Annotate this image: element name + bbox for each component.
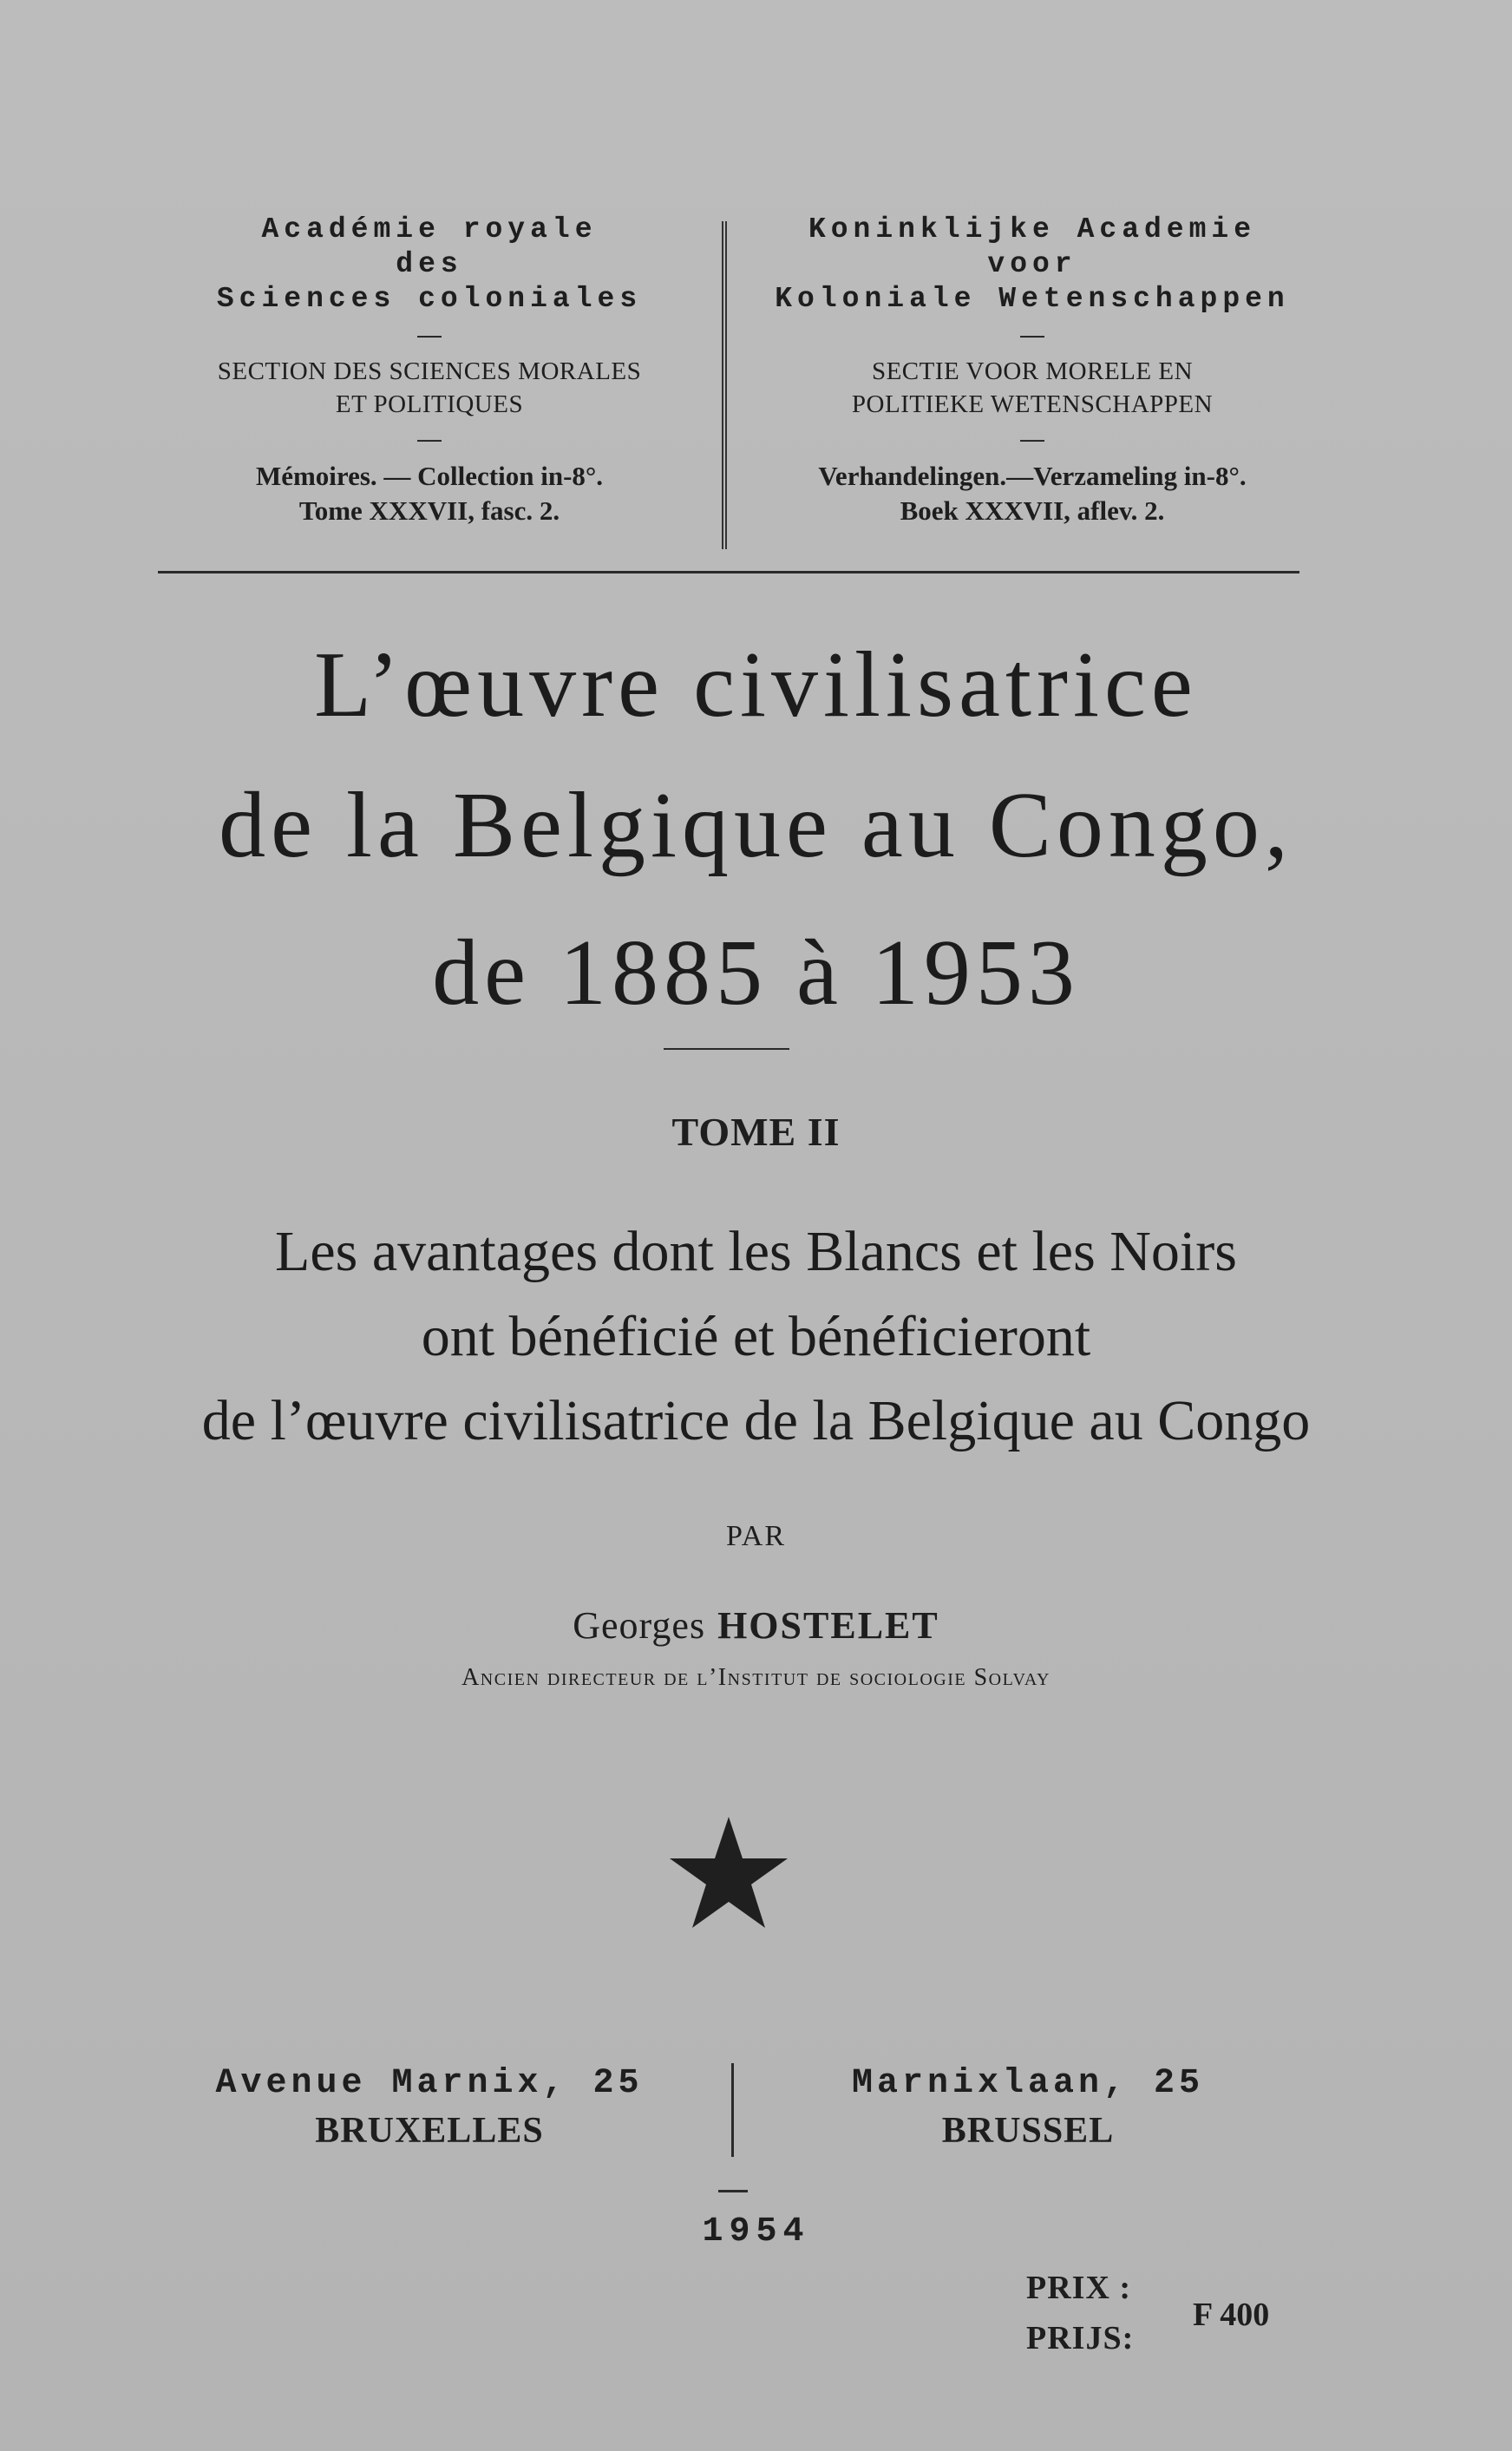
price-label-nl: PRIJS:: [1026, 2320, 1135, 2356]
academy-name-fr-line-2: des: [396, 248, 463, 280]
price-labels: [1026, 2263, 1134, 2363]
header-right-column: [737, 213, 1327, 528]
tome-label: TOME II: [671, 1110, 841, 1154]
section-name-fr-line-1: SECTION DES SCIENCES MORALES: [217, 357, 642, 385]
academy-name-nl-line-1: Koninklijke Academie: [808, 213, 1257, 246]
star-icon: [668, 1815, 789, 1932]
author-surname: HOSTELET: [717, 1604, 939, 1647]
header-left-dash-2: —: [417, 425, 442, 452]
header-vertical-divider: [722, 221, 727, 549]
header-right-dash-2: —: [1020, 425, 1044, 452]
publication-year: 1954: [702, 2212, 810, 2251]
header-left-dash: —: [417, 321, 442, 348]
price-value: F 400: [1193, 2297, 1270, 2333]
section-name-fr-line-2: ET POLITIQUES: [335, 390, 524, 418]
author-given-name: Georges: [573, 1604, 706, 1647]
address-fr-city: BRUXELLES: [315, 2111, 544, 2151]
subtitle-line-2: ont bénéficié et bénéficieront: [421, 1305, 1091, 1368]
header-horizontal-rule: [158, 571, 1299, 573]
memoires-nl-line-2: Boek XXXVII, aflev. 2.: [900, 495, 1165, 526]
memoires-fr-line-1: Mémoires. — Collection in-8°.: [255, 461, 604, 491]
footer-dash: [718, 2190, 748, 2192]
main-title-line-2: de la Belgique au Congo,: [219, 774, 1293, 877]
header-right-dash: —: [1020, 321, 1044, 348]
star-shape: [670, 1817, 788, 1928]
address-nl-street: Marnixlaan, 25: [851, 2064, 1205, 2103]
main-title-line-3: de 1885 à 1953: [432, 921, 1080, 1025]
byline-par: PAR: [725, 1520, 787, 1552]
memoires-fr-line-2: Tome XXXVII, fasc. 2.: [298, 495, 560, 526]
section-name-nl-line-1: SECTIE VOOR MORELE EN: [871, 357, 1194, 385]
subtitle-line-3: de l’œuvre civilisatrice de la Belgique au Congo: [201, 1389, 1311, 1452]
price-label-fr: PRIX :: [1026, 2270, 1132, 2306]
author-name: [0, 1603, 1512, 1648]
academy-name-fr-line-3: Sciences coloniales: [216, 283, 643, 315]
address-nl: [750, 2061, 1306, 2155]
academy-name-fr-line-1: Académie royale: [261, 213, 598, 246]
footer-vertical-divider: [731, 2063, 734, 2157]
academy-name-nl-line-2: voor: [987, 248, 1077, 280]
address-fr-street: Avenue Marnix, 25: [215, 2064, 644, 2103]
title-divider: [664, 1048, 789, 1050]
address-nl-city: BRUSSEL: [941, 2111, 1115, 2151]
section-name-nl-line-2: POLITIEKE WETENSCHAPPEN: [851, 390, 1214, 418]
subtitle-line-1: Les avantages dont les Blancs et les Noirs: [275, 1220, 1237, 1283]
address-fr: [152, 2061, 707, 2155]
academy-name-nl-line-3: Koloniale Wetenschappen: [775, 283, 1290, 315]
main-title-line-1: L’œuvre civilisatrice: [314, 633, 1198, 737]
author-role: Ancien directeur de l’Institut de sociologie Solvay: [461, 1664, 1051, 1691]
header-left-column: [134, 213, 724, 528]
memoires-nl-line-1: Verhandelingen.—Verzameling in-8°.: [818, 461, 1247, 491]
